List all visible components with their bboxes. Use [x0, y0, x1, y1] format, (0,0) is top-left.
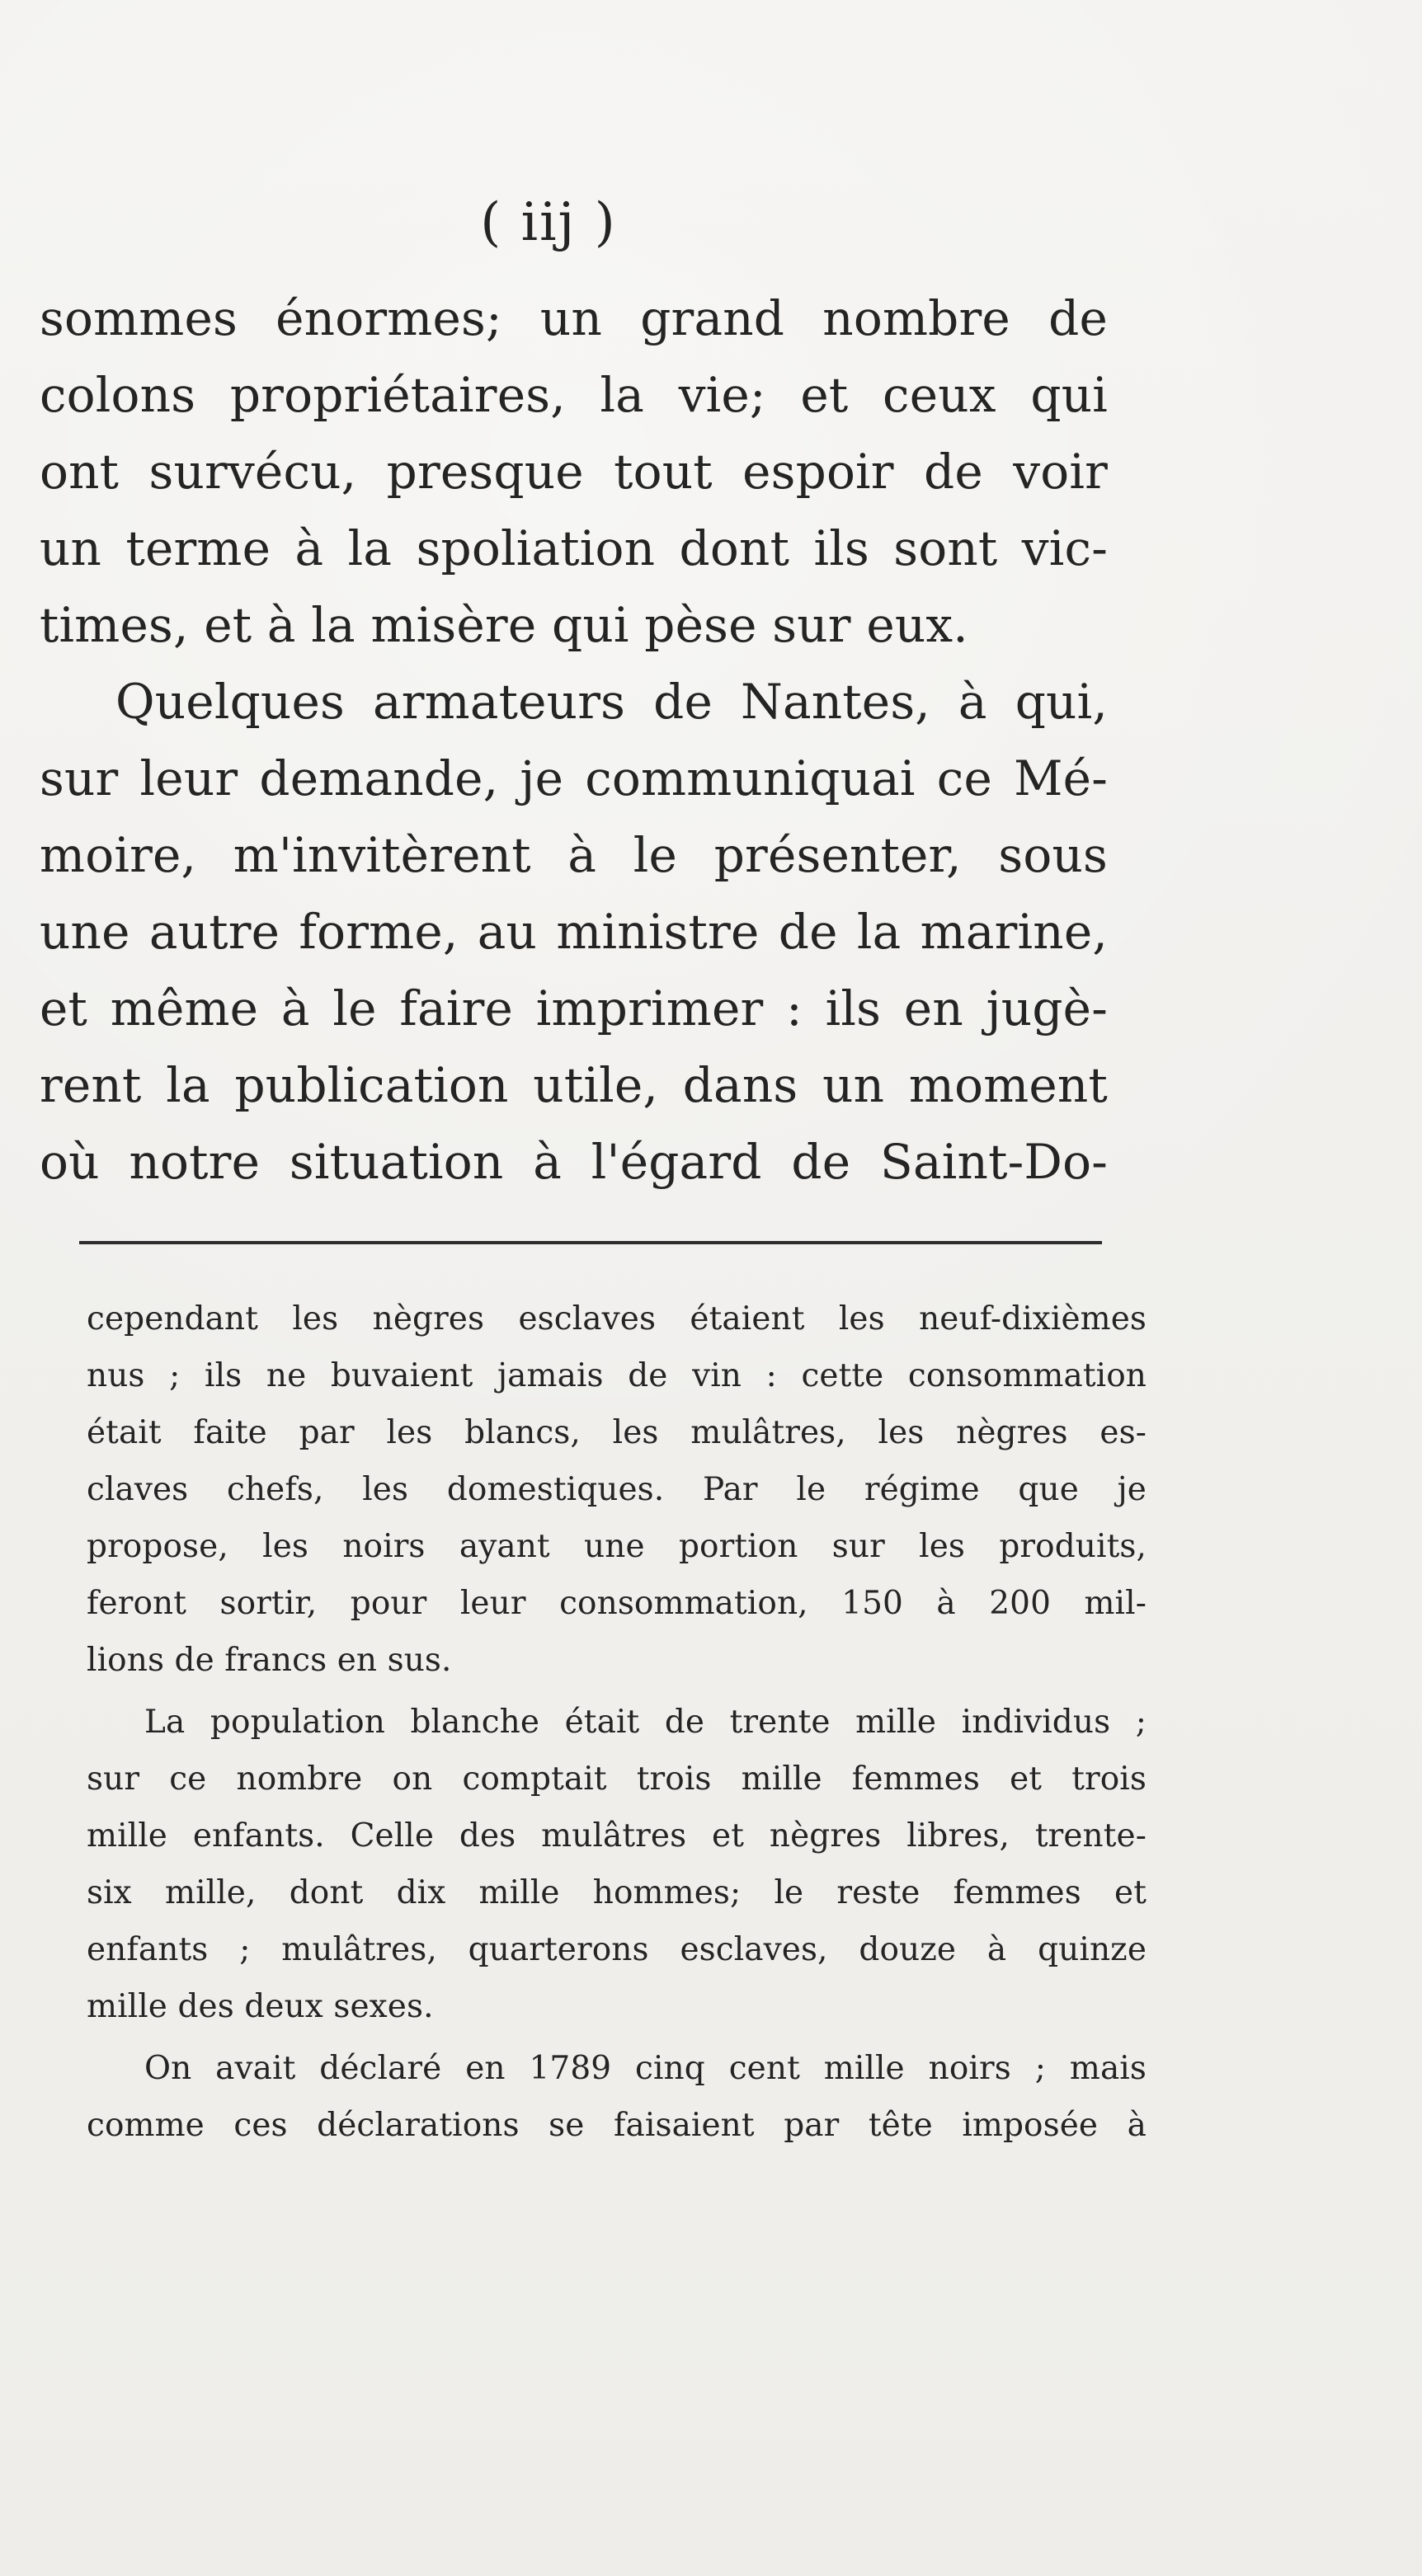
footnote-line: six mille, dont dix mille hommes; le reste femmes et: [87, 1874, 1147, 1911]
main-text-line: sommes énormes; un grand nombre de: [40, 290, 1108, 346]
main-text-line: un terme à la spoliation dont ils sont vic-: [40, 520, 1108, 576]
footnote-line: feront sortir, pour leur consommation, 150 à 200 mil-: [87, 1585, 1147, 1622]
main-text-line: rent la publication utile, dans un moment: [40, 1057, 1108, 1113]
main-text-block: [40, 280, 1108, 1201]
footnote-line: lions de francs en sus.: [87, 1642, 452, 1679]
footnote-line: était faite par les blancs, les mulâtres, les nègres es-: [87, 1414, 1147, 1451]
main-text-line: ont survécu, presque tout espoir de voir: [40, 444, 1108, 500]
main-text-line: sur leur demande, je communiquai ce Mé-: [40, 750, 1108, 806]
footnote-line: cependant les nègres esclaves étaient les neuf-dixièmes: [87, 1300, 1147, 1337]
footnote-line: mille des deux sexes.: [87, 1988, 434, 2025]
main-text-line: colons propriétaires, la vie; et ceux qui: [40, 367, 1108, 423]
footnote-line: claves chefs, les domestiques. Par le régime que je: [87, 1471, 1147, 1508]
footnote-line: nus ; ils ne buvaient jamais de vin : cette consommation: [87, 1357, 1147, 1394]
footnote-block: [87, 1290, 1147, 2154]
footnote-line: On avait déclaré en 1789 cinq cent mille noirs ; mais: [144, 2050, 1147, 2087]
main-text-line: une autre forme, au ministre de la marine,: [40, 904, 1108, 960]
footnote-line: enfants ; mulâtres, quarterons esclaves, douze à quinze: [87, 1931, 1147, 1968]
main-text-line: times, et à la misère qui pèse sur eux.: [40, 597, 968, 653]
footnote-line: mille enfants. Celle des mulâtres et nègres libres, trente-: [87, 1817, 1147, 1854]
footnote-line: propose, les noirs ayant une portion sur les produits,: [87, 1528, 1147, 1565]
footnote-line: comme ces déclarations se faisaient par tête imposée à: [87, 2107, 1147, 2144]
page-header: ( iij ): [480, 192, 617, 253]
footnote-separator: [79, 1241, 1102, 1244]
main-text-line: moire, m'invitèrent à le présenter, sous: [40, 827, 1108, 883]
main-text-line: et même à le faire imprimer : ils en jugè-: [40, 980, 1108, 1037]
footnote-line: sur ce nombre on comptait trois mille femmes et trois: [87, 1760, 1147, 1798]
main-text-line: Quelques armateurs de Nantes, à qui,: [115, 674, 1108, 730]
footnote-line: La population blanche était de trente mille individus ;: [144, 1704, 1147, 1741]
main-text-line: où notre situation à l'égard de Saint-Do-: [40, 1134, 1108, 1190]
